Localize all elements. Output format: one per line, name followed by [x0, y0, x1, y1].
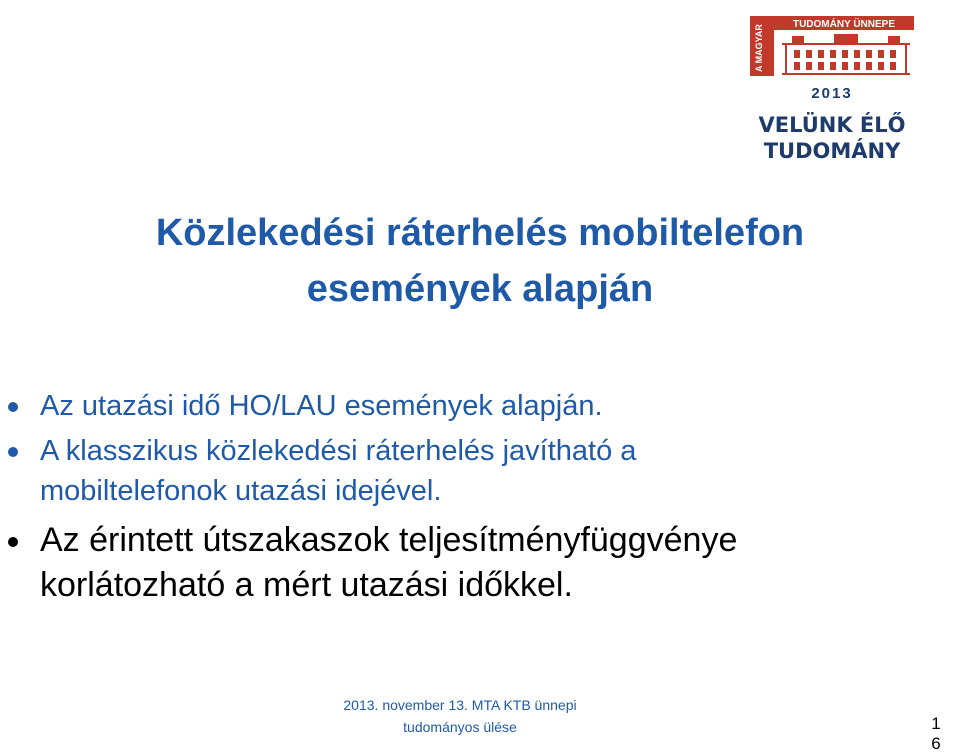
bullet-item — [0, 386, 960, 426]
bullet-list — [0, 386, 960, 608]
bullet-text: A klasszikus közlekedési ráterhelés javítható a — [40, 435, 637, 467]
logo-slogan-line2: TUDOMÁNY — [763, 139, 901, 163]
logo-year: 2013 — [811, 85, 853, 102]
bullet-item — [0, 518, 960, 608]
bullet-text: mobiltelefonok utazási idejével. — [40, 475, 442, 507]
bullet-dot-icon — [8, 402, 18, 412]
bullet-text: korlátozható a mért utazási időkkel. — [40, 566, 573, 604]
page-number — [926, 714, 946, 754]
bullet-item — [0, 431, 960, 511]
page-number-digit1: 1 — [931, 714, 941, 733]
slide-title-line1: Közlekedési ráterhelés mobiltelefon — [155, 212, 805, 254]
logo-slogan-line1: VELÜNK ÉLŐ — [758, 113, 906, 137]
bullet-dot-icon — [8, 537, 18, 547]
logo-banner-text: TUDOMÁNY ÜNNEPE — [792, 19, 896, 30]
footer-line2: tudományos ülése — [403, 719, 517, 735]
event-logo — [706, 0, 960, 176]
logo-side-text: A MAGYAR — [754, 24, 764, 72]
slide-title-line2: események alapján — [306, 268, 654, 310]
bullet-text: Az utazási idő HO/LAU események alapján. — [40, 390, 603, 422]
slide-title — [40, 205, 920, 317]
page-number-digit2: 6 — [931, 734, 941, 753]
bullet-text: Az érintett útszakaszok teljesítményfüggvénye — [40, 521, 738, 559]
bullet-dot-icon — [8, 447, 18, 457]
academy-building-icon — [706, 0, 960, 176]
slide-footer — [300, 694, 620, 738]
footer-line1: 2013. november 13. MTA KTB ünnepi — [343, 697, 577, 713]
